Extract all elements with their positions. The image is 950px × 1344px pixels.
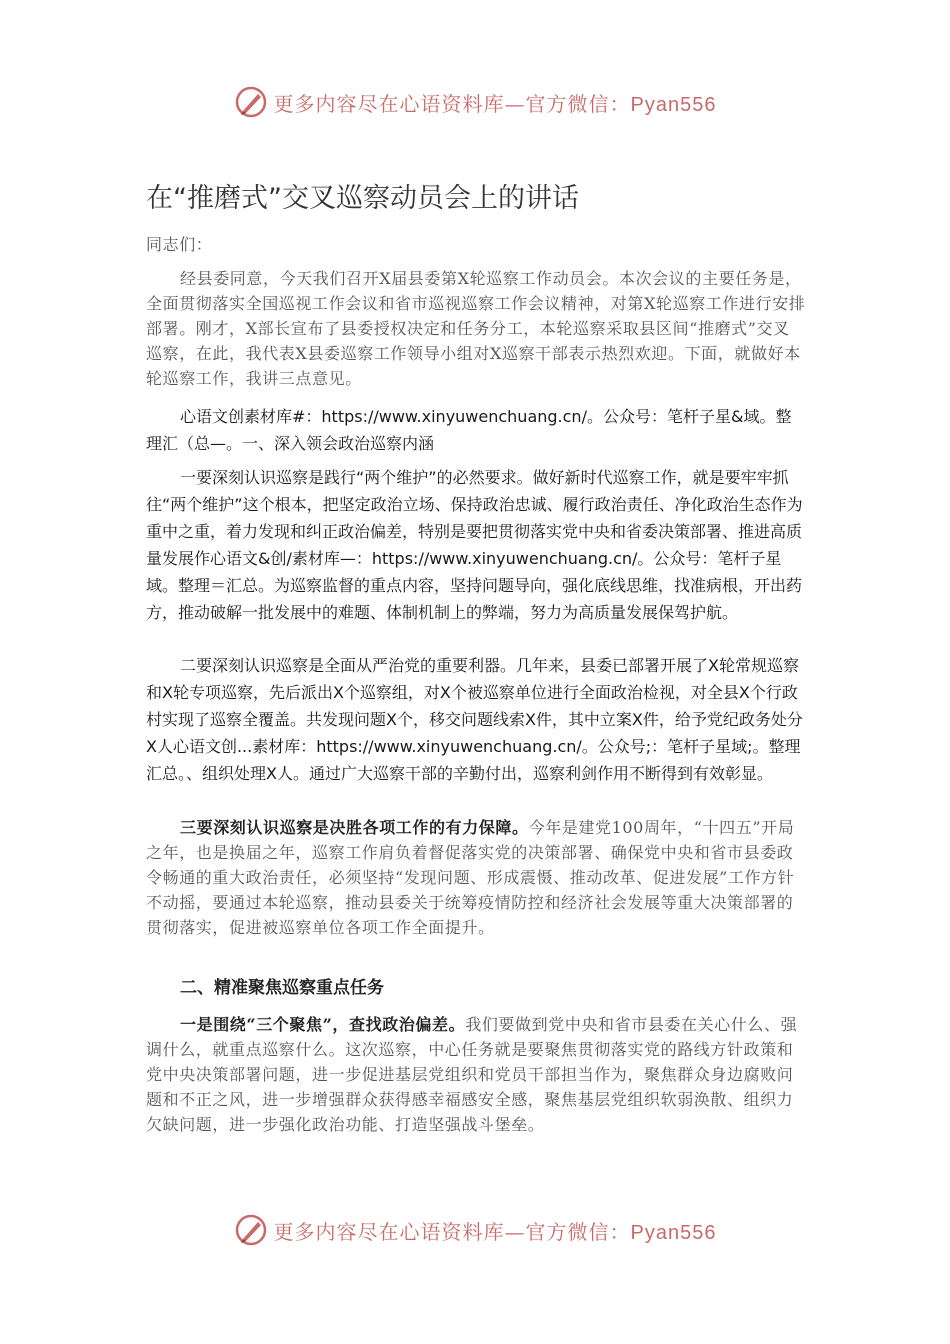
paragraph-4-body: 我们要做到党中央和省市县委在关心什么、强调什么，就重点巡察什么。这次巡察，中心任务就是要聚焦贯彻落实党的路线方针政策和党中央决策部署问题，进一步促进基层党组织和党员干部担当作为，聚焦群众身边腐败问题和不正之风，进一步增强群众获得感幸福感安全感，聚焦基层党组织软弱涣散、组织力欠缺问题，进一步强化政治功能、打造坚强战斗堡垒。 [146,1015,798,1134]
source-line: 心语文创素材库#：https://www.xinyuwenchuang.cn/。公众号：笔杆子星&域。整理汇（总—。一、深入领会政治巡察内涵 [146,407,792,453]
paragraph-4 [146,1012,806,1137]
wechat-id: Pyan556 [630,1221,717,1244]
paragraph-3-body: 今年是建党100周年，“十四五”开局之年，也是换届之年，巡察工作肩负着督促落实党的决策部署、确保党中央和省市县委政令畅通的重大政治责任，必须坚持“发现问题、形成震慑、推动改革、促进发展”工作方针不动摇，要通过本轮巡察，推动县委关于统筹疫情防控和经济社会发展等重大决策部署的贯彻落实，促进被巡察单位各项工作全面提升。 [146,818,795,937]
quill-logo-icon [234,85,268,119]
paragraph-3 [146,815,806,940]
paragraph-4-lead: 一是围绕“三个聚焦”，查找政治偏差。 [180,1015,466,1034]
section-heading-2: 二、精准聚焦巡察重点任务 [180,978,384,998]
salutation: 同志们： [146,235,213,254]
paragraph-3-lead: 三要深刻认识巡察是决胜各项工作的有力保障。 [180,818,529,837]
quill-logo-icon [234,1213,268,1247]
paragraph-1: 一要深刻认识巡察是践行“两个维护”的必然要求。做好新时代巡察工作，就是要牢牢抓往“两个维护”这个根本，把坚定政治立场、保持政治忠诚、履行政治责任、净化政治生态作为重中之重，着力发现和纠正政治偏差，特别是要把贯彻落实党中央和省委决策部署、推进高质量发展作心语文&创/素材库—：https://www.xinyuwenchuang.cn/。公众号：笔杆子星域。整理＝汇总。为巡察监督的重点内容，坚持问题导向，强化底线思维，找准病根，开出药方，推动破解一批发展中的难题、体制机制上的弊端，努力为高质量发展保驾护航。 [146,468,803,622]
paragraph-2: 二要深刻认识巡察是全面从严治党的重要利器。几年来，县委已部署开展了X轮常规巡察和X轮专项巡察，先后派出X个巡察组，对X个被巡察单位进行全面政治检视，对全县X个行政村实现了巡察全覆盖。共发现问题X个，移交问题线索X件，其中立案X件，给予党纪政务处分X人心语文创...素材库：https://www.xinyuwenchuang.cn/。公众号;：笔杆子星域;。整理汇总。、组织处理X人。通过广大巡察干部的辛勤付出，巡察利剑作用不断得到有效彰显。 [146,656,803,783]
footer-banner [0,1210,950,1250]
banner-text: 更多内容尽在心语资料库—官方微信：Pyan556 [273,91,717,116]
document-title: 在“推磨式”交叉巡察动员会上的讲话 [146,183,579,214]
intro-paragraph: 经县委同意，今天我们召开X届县委第X轮巡察工作动员会。本次会议的主要任务是，全面贯彻落实全国巡视工作会议和省市巡视巡察工作会议精神，对第X轮巡察工作进行安排部署。刚才，X部长宣布了县委授权决定和任务分工，本轮巡察采取县区间“推磨式”交叉巡察，在此，我代表X县委巡察工作领导小组对X巡察干部表示热烈欢迎。下面，就做好本轮巡察工作，我讲三点意见。 [146,269,806,388]
header-banner [0,82,950,122]
banner-text: 更多内容尽在心语资料库—官方微信：Pyan556 [273,1219,717,1244]
wechat-id: Pyan556 [630,93,717,116]
